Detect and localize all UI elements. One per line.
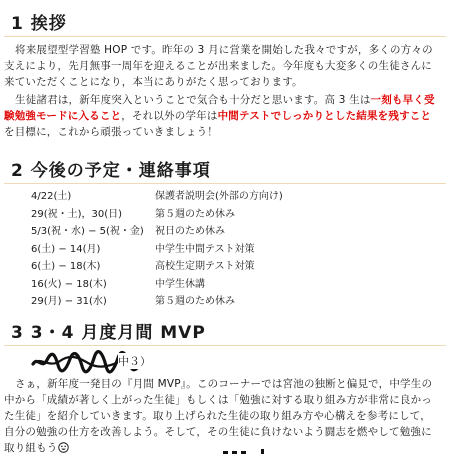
schedule-event: 保護者説明会(外部の方向け)	[155, 191, 283, 202]
schedule-date: 29(月) − 31(水)	[31, 296, 107, 307]
greeting-text-2c: を目標に，これから頑張っていきましょう！	[4, 126, 218, 138]
greeting-paragraph-2	[4, 92, 436, 140]
schedule-event: 祝日のため休み	[155, 226, 225, 237]
schedule-event: 第５週のため休み	[155, 296, 235, 307]
schedule-item	[31, 258, 283, 276]
schedule-date: 29(祝・土)，30(日)	[31, 208, 123, 220]
schedule-date: 5/3(祝・水) − 5(祝・金)	[31, 226, 144, 237]
schedule-item	[31, 223, 283, 241]
schedule-date: 6(土) − 18(木)	[31, 261, 101, 272]
schedule-event: 第５週のため休み	[155, 208, 235, 220]
section2-title: 2 今後の予定・連絡事項	[11, 161, 211, 181]
schedule-date: 4/22(土)	[31, 191, 72, 202]
highlight-goal-others: 中間テストでしっかりとした結果を残すこと	[217, 110, 432, 122]
schedule-item	[31, 276, 283, 294]
section3-rule	[4, 345, 446, 346]
highlight-goal-senior: 一刻も早く受験勉強モードに入ること	[4, 94, 435, 122]
schedule-item	[31, 188, 283, 206]
greeting-text-1: 将来展望型学習塾 HOP です。昨年の 3 月に営業を開始した我々ですが，多くの方々の支えにより，先月無事一周年を迎えることが出来ました。今年度も大変多くの生徒さんに来ていただくことになり，本当にありがたく思っております。	[4, 44, 433, 88]
smile-face-icon	[58, 442, 69, 458]
cut-off-text-fragment	[223, 449, 271, 454]
greeting-text-2a: 生徒諸君は，新年度突入ということで気合も十分だと思います。高 3 生は	[15, 94, 371, 106]
schedule-item	[31, 206, 283, 224]
schedule-list	[31, 188, 283, 311]
schedule-event: 中学生休講	[155, 278, 205, 290]
schedule-date: 16(火) − 18(木)	[31, 278, 107, 290]
schedule-event: 高校生定期テスト対策	[155, 261, 255, 272]
schedule-item	[31, 293, 283, 311]
section2-rule	[4, 183, 446, 184]
greeting-paragraph-1	[4, 42, 436, 90]
section3-title: 3 3・4 月度月間 MVP	[11, 323, 206, 343]
mvp-paragraph	[4, 376, 436, 458]
mvp-name-tail: 中３）	[118, 355, 151, 368]
schedule-date: 6(土) − 14(月)	[31, 243, 101, 255]
greeting-text-2b: ，それ以外の学年は	[121, 110, 218, 122]
section1-title: 1 挨拶	[11, 14, 67, 34]
section1-rule	[4, 36, 446, 37]
mvp-text: さぁ，新年度一発目の『月間 MVP』。このコーナーでは宮池の独断と偏見で，中学生の中から「成績が著しく上がった生徒」もしくは「勉強に対する取り組み方が非常に良かった生徒」を紹介していきます。取り上げられた生徒の取り組み方や心構えを参考にして，自分の勉強の仕方を改善しよう。そして，その生徒に負けないよう闘志を燃やして勉強に取り組もう	[4, 378, 433, 454]
schedule-event: 中学生中間テスト対策	[155, 243, 255, 255]
schedule-item	[31, 241, 283, 259]
